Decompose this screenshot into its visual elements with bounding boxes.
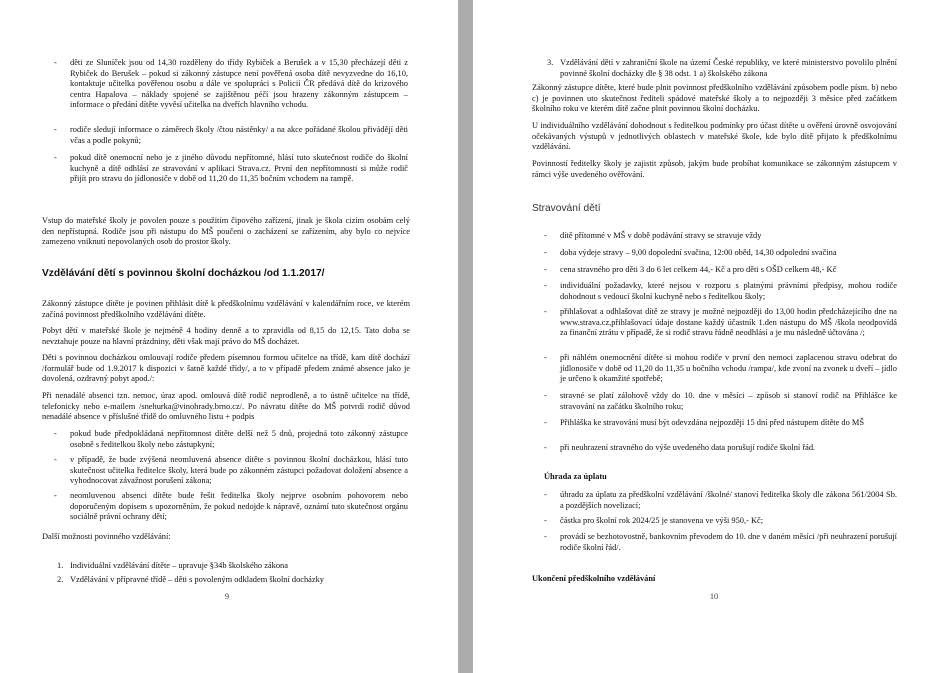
bullet-item: - při náhlém onemocnění dítěte si mohou rodiče v první den nemoci zaplacenou stravu odebrat do jídlonosiče v době od 11,20 do 11,35 u bočního vchodu /rampa/, kde zvoní na zvonek u dveří – jídlo je určeno k okamžité spotřebě;	[560, 353, 897, 385]
bullet-item: - rodiče sledují informace o záměrech školy /čtou nástěnky/ a na akce pořádané školou přivádějí děti včas a podle pokynů;	[70, 125, 408, 146]
item-text: Individuální vzdělávání dítěte – upravuje §34b školského zákona	[70, 561, 288, 570]
paragraph: U individuálního vzdělávání dohodnout s ředitelkou podmínky pro účast dítěte u ověření úrovně osvojování očekávaných výstupů v jednotlivých oblastech v mateřské škole, kde bylo dítě přijato k předškolnímu vzdělávání.	[532, 121, 897, 152]
bullet-item: - provádí se bezhotovostně, bankovním převodem do 10. dne v daném měsíci /při neuhrazení porušují rodiče školní řád/.	[560, 532, 897, 553]
numbered-item	[57, 575, 408, 586]
bullet-item: - přihlašovat a odhlašovat dítě ze stravy je možné nejpozději do 13,00 hodin předcházejícího dne na www.strava.cz,přihlašovací údaje dostane každý účastník 1.den nástupu do MŠ /škola neodpovídá za finanční ztrátu v případě, že si rodič stravu řádně neodhlásí a je mu následně účtována /;	[560, 307, 897, 339]
paragraph: Zákonný zástupce dítěte je povinen přihlásit dítě k předškolnímu vzdělávání v kalendářním roce, ve kterém začíná povinnost předškolního vzdělávání dítěte.	[42, 299, 410, 319]
bullet-item: - úhradu za úplatu za předškolní vzdělávání /školné/ stanoví ředitelka školy dle zákona 561/2004 Sb. a pozdějších novelizací;	[560, 490, 897, 511]
document-page-10	[473, 0, 944, 673]
document-page-9	[0, 0, 458, 673]
bullet-item: - pokud dítě onemocní nebo je z jiného důvodu nepřítomné, hlásí tuto skutečnost rodiče do školní kuchyně a dítě odhlásí ze stravování v aplikaci Strava.cz. První den nepřítomnosti si může rodič přijít pro stravu do jídlonosiče v době od 11,20 do 11,35 bočním vchodem na rampě.	[70, 153, 408, 185]
section-heading: Vzdělávání dětí s povinnou školní docházkou /od 1.1.2017/	[42, 268, 325, 279]
page-number: 10	[709, 592, 719, 601]
numbered-item	[57, 561, 408, 572]
bullet-item: - částka pro školní rok 2024/25 je stanovena ve výši 950,- Kč;	[560, 516, 897, 527]
item-number: 1.	[57, 561, 64, 570]
numbered-item	[547, 58, 897, 79]
bullet-item: - děti ze Sluníček jsou od 14,30 rozděleny do třídy Rybiček a Berušek a v 15,30 přecházejí děti z Rybiček do Berušek – pokud si zákonný zástupce není pověřená osoba dítě nevyzvedne do 16,10, kontaktuje učitelka pověřenou osobu a dále ve spolupráci s Policií ČR předává dítě do krizového centra Hapalova – náklady spojené se zajištěnou péčí jsou hrazeny zákonným zástupcem – informace o předání dítěte vyvěsí učitelka na dveřích hlavního vchodu.	[70, 58, 408, 111]
paragraph: Další možnosti povinného vzdělávání:	[42, 532, 171, 541]
item-text: Vzdělávání dětí v zahraniční škole na území České republiky, ve které ministerstvo povolilo plnění povinné školní docházky dle § 38 odst. 1 a) školského zákona	[560, 58, 897, 78]
bullet-item: - neomluvenou absenci dítěte bude řešit ředitelka školy nejprve osobním pohovorem nebo doporučeným dopisem s upozorněním, že pokud nedojde k nápravě, oznámí tuto skutečnost orgánu sociálně právní ochrany dětí;	[70, 491, 408, 523]
bullet-item: - Přihláška ke stravování musí být odevzdána nejpozději 15 dní před nástupem dítěte do MŠ	[560, 418, 897, 429]
item-text: Vzdělávání v přípravné třídě – děti s povoleným odkladem školní docházky	[70, 575, 324, 584]
bullet-item: - individuální požadavky, které nejsou v rozporu s platnými právními předpisy, mohou rodiče dohodnout s vedoucí školní kuchyně nebo s ředitelkou školy;	[560, 281, 897, 302]
bullet-item: - v případě, že bude zvýšená neomluvená absence dítěte s povinnou školní docházkou, hlásí tuto skutečnost učitelka ředitelce školy, která bude po zákonném zástupci požadovat doložení absence a vyhodnocovat závažnost porušení zákona;	[70, 455, 408, 487]
page-number: 9	[224, 592, 230, 601]
bullet-item: - dítě přítomné v MŠ v době podávání stravy se stravuje vždy	[560, 231, 897, 242]
subsection-heading: Úhrada za úplatu	[544, 472, 607, 481]
bullet-item: - při neuhrazení stravného do výše uvedeného data porušují rodiče školní řád.	[560, 443, 897, 454]
item-number: 3.	[547, 58, 554, 67]
item-number: 2.	[57, 575, 64, 584]
bullet-item: - cena stravného pro děti 3 do 6 let celkem 44,- Kč a pro děti s OŠD celkem 48,- Kč	[560, 265, 897, 276]
subsection-heading: Ukončení předškolního vzdělávání	[532, 574, 656, 583]
entry-paragraph: Vstup do mateřské školy je povolen pouze s použitím čipového zařízení, jinak je škola cizím osobám celý den nepřístupná. Rodiče jsou při nástupu do MŠ poučeni o zacházení se zařízením, aby bylo co nejvíce zamezeno vniknutí nepovolaných osob do prostor školy.	[42, 216, 410, 247]
bullet-item: - stravné se platí zálohově vždy do 10. dne v měsíci – způsob si stanoví rodič na Přihlášce ke stravování na začátku školního roku;	[560, 391, 897, 412]
paragraph: Povinností ředitelky školy je zajistit způsob, jakým bude probíhat komunikace se zákonným zástupcem v rámci výše uvedeného ověřování.	[532, 159, 897, 179]
paragraph: Zákonný zástupce dítěte, které bude plnit povinnost předškolního vzdělávání způsobem podle písm. b) nebo c) je povinnen uto skutečnost řediteli spádové mateřské školy a to nejpozději 3 měsíce před začátkem školního roku ve kterém dítě začne plnit povinnou školní docházku.	[532, 83, 897, 114]
paragraph: Pobyt dětí v mateřské škole je nejméně 4 hodiny denně a to zpravidla od 8,15 do 12,15. Tato doba se nevztahuje pouze na hlavní prázdniny, děti však mají právo do MŠ docházet.	[42, 326, 410, 346]
section-heading: Stravování dětí	[532, 203, 601, 214]
bullet-item: - doba výdeje stravy – 9,00 dopolední svačina, 12:00 oběd, 14,30 odpolední svačina	[560, 248, 897, 259]
bullet-item: - pokud bude předpokládaná nepřítomnost dítěte delší než 5 dnů, projedná toto zákonný zástupce osobně s ředitelkou školy nebo zástupkyní;	[70, 429, 408, 450]
paragraph: Děti s povinnou docházkou omlouvají rodiče předem písemnou formou učitelce na třídě, kam dítě dochází /formulář bude od 1.9.2017 k dispozici v šatně každé třídy/, a to v případě předem známé absence jako je dovolená, ozdravný pobyt apod./:	[42, 353, 410, 384]
paragraph: Při nenadálé absenci tzn. nemoc, úraz apod. omlouvá dítě rodič neprodleně, a to ústně učitelce na třídě, telefonicky nebo e-mailem /snehurka@vinohrady.brno.cz/. Po návratu dítěte do MŠ potvrdí rodič důvod nenadálé absence v příslušné třídě do omluvného listu + podpis	[42, 391, 410, 422]
